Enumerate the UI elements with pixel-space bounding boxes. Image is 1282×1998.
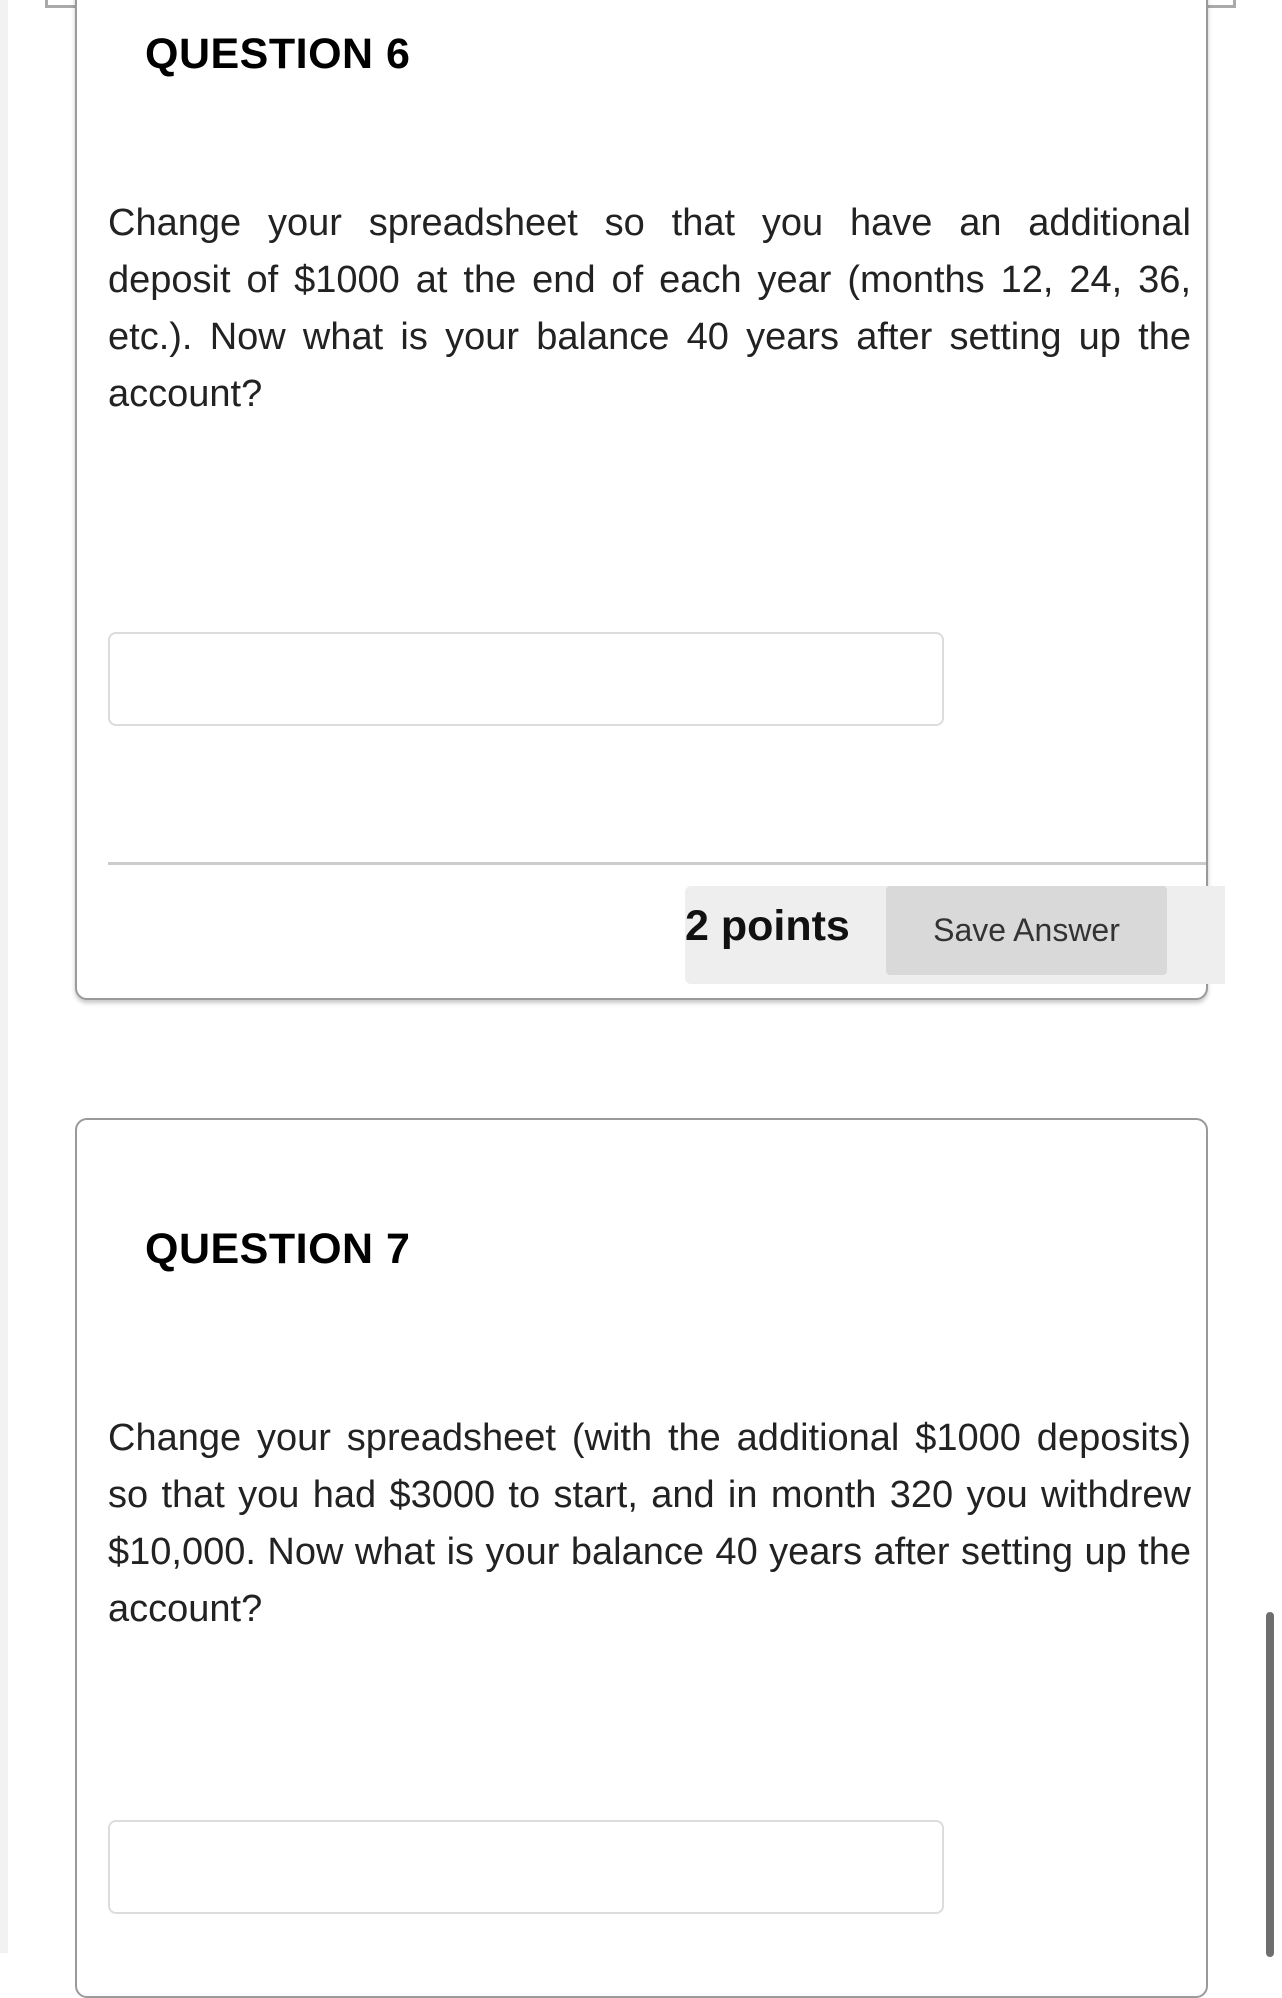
question-footer: [685, 886, 1225, 984]
question-card-6: [75, 0, 1208, 1000]
left-rail: [0, 0, 8, 1953]
question-text: Change your spreadsheet (with the additional $1000 deposits) so that you had $3000 to start, and in month 320 you withdrew $10,000. Now what is your balance 40 years after setting up the account?: [108, 1417, 1191, 1630]
save-answer-button[interactable]: Save Answer: [886, 886, 1167, 975]
answer-input[interactable]: [108, 1820, 944, 1914]
divider: [108, 862, 1206, 865]
answer-input[interactable]: [108, 632, 944, 726]
scrollbar-thumb[interactable]: [1266, 1612, 1274, 1957]
question-text: Change your spreadsheet so that you have an additional deposit of $1000 at the end of each year (months 12, 24, 36, etc.). Now what is your balance 40 years after setting up the account?: [108, 202, 1191, 415]
question-title: QUESTION 7: [145, 1225, 411, 1273]
question-title: QUESTION 6: [145, 30, 411, 78]
question-card-7: [75, 1118, 1208, 1998]
points-label: 2 points: [685, 902, 850, 950]
